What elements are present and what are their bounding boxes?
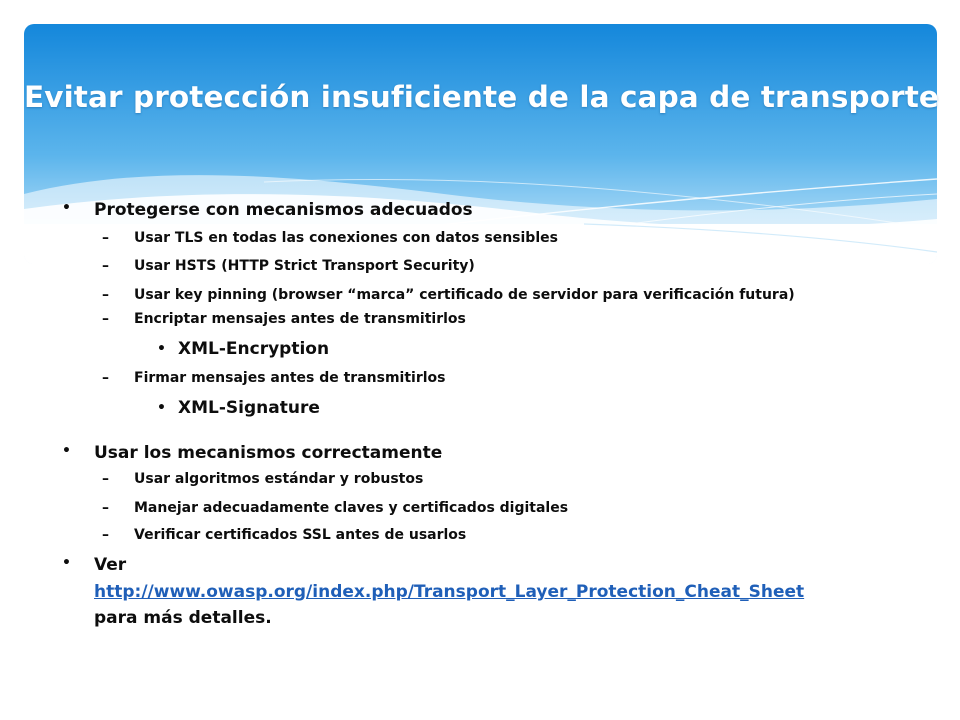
en-dash-icon: – (102, 471, 109, 487)
bullet-3-suffix: para más detalles. (94, 608, 272, 628)
sub-item-tls: Usar TLS en todas las conexiones con datos sensibles (134, 230, 558, 246)
sub-sub-item-xml-encryption: XML-Encryption (178, 339, 330, 359)
en-dash-icon: – (102, 527, 109, 543)
owasp-cheat-sheet-link[interactable]: http://www.owasp.org/index.php/Transport_Layer_Protection_Cheat_Sheet (94, 582, 805, 602)
sub-item-algorithms: Usar algoritmos estándar y robustos (134, 471, 424, 487)
bullet-dot-icon: • (62, 555, 71, 571)
owasp-link-row (94, 582, 804, 602)
sub-item-ssl: Verificar certificados SSL antes de usarlos (134, 527, 467, 543)
bullet-2-text: Usar los mecanismos correctamente (94, 443, 443, 463)
sub-item-sign: Firmar mensajes antes de transmitirlos (134, 370, 446, 386)
bullet-1-text: Protegerse con mecanismos adecuados (94, 200, 473, 220)
bullet-dot-icon: • (62, 200, 71, 216)
bullet-dot-icon: • (157, 400, 166, 416)
sub-sub-item-xml-signature: XML-Signature (178, 398, 320, 418)
sub-item-hsts: Usar HSTS (HTTP Strict Transport Security) (134, 258, 475, 274)
sub-item-encrypt: Encriptar mensajes antes de transmitirlos (134, 311, 466, 327)
slide-title: Evitar protección insuficiente de la capa de transporte (24, 80, 940, 114)
en-dash-icon: – (102, 287, 109, 303)
en-dash-icon: – (102, 370, 109, 386)
sub-item-key-pinning: Usar key pinning (browser “marca” certificado de servidor para verificación futura) (134, 287, 795, 303)
en-dash-icon: – (102, 258, 109, 274)
en-dash-icon: – (102, 311, 109, 327)
sub-item-keys: Manejar adecuadamente claves y certificados digitales (134, 500, 569, 516)
bullet-dot-icon: • (62, 443, 71, 459)
en-dash-icon: – (102, 500, 109, 516)
bullet-dot-icon: • (157, 341, 166, 357)
bullet-3-prefix: Ver (94, 555, 127, 575)
en-dash-icon: – (102, 230, 109, 246)
